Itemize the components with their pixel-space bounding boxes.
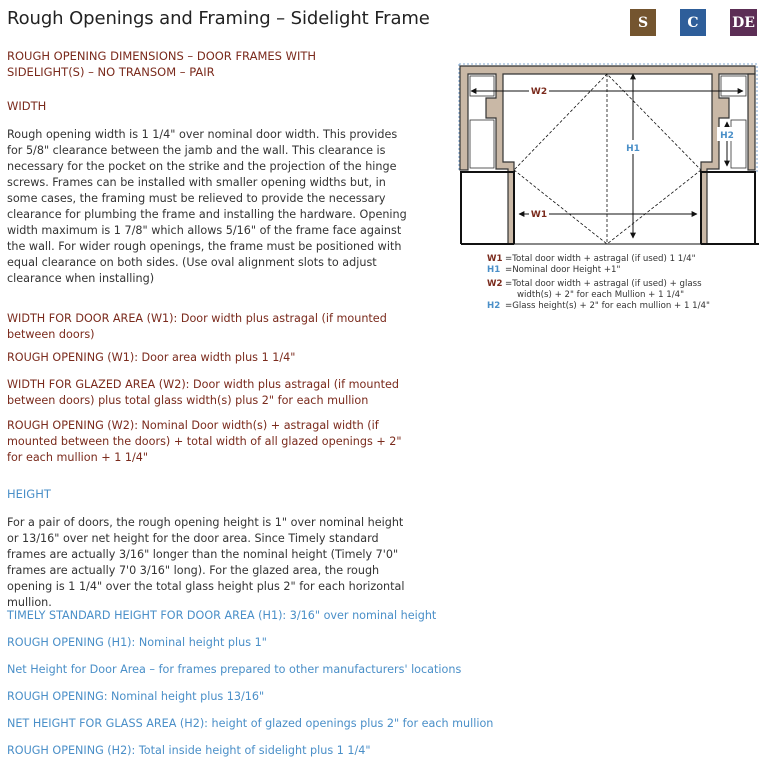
legend-row-h2	[487, 301, 710, 312]
width-item-rough-w2: ROUGH OPENING (W2): Nominal Door width(s) + astragal width (if mounted between the doors) + total width of all glazed openings + 2" for each mullion + 1 1/4"	[7, 419, 402, 464]
height-heading: HEIGHT	[7, 487, 51, 501]
w1-label: W1	[530, 210, 548, 220]
legend-text: Glass height(s) + 2" for each mullion + 1 1/4"	[512, 301, 710, 311]
height-item-h2: NET HEIGHT FOR GLASS AREA (H2): height of glazed openings plus 2" for each mullion	[7, 717, 494, 730]
h1-label: H1	[626, 144, 640, 154]
legend-text: Total door width + astragal (if used) + glass	[512, 279, 702, 289]
width-item-w1: WIDTH FOR DOOR AREA (W1): Door width plus astragal (if mounted between doors)	[7, 312, 387, 341]
legend-equals: =	[505, 254, 513, 264]
legend-text: Total door width + astragal (if used) 1 1/4"	[512, 254, 696, 264]
width-item-rough-w1: ROUGH OPENING (W1): Door area width plus 1 1/4"	[7, 351, 296, 364]
legend-row-w2-cont	[487, 290, 710, 301]
c-badge-button[interactable]: C	[680, 9, 706, 36]
height-paragraph: For a pair of doors, the rough opening height is 1" over nominal height or 13/16" over net height for the door area. Since Timely standard frames are actually 3/16" longer than the nominal height (Timely 7'0" frames are actually 7'0 3/16" long). For the glazed area, the rough opening is 1 1/4" over the total glass height plus 2" for each horizontal mullion.	[7, 516, 405, 609]
legend-row-w1	[487, 254, 710, 265]
legend-text-continued: width(s) + 2" for each Mullion + 1 1/4"	[517, 290, 685, 300]
height-item-rough-h1: ROUGH OPENING (H1): Nominal height plus 1"	[7, 636, 267, 649]
legend-equals: =	[505, 265, 513, 275]
sidelight-frame-diagram	[457, 62, 759, 248]
h2-label: H2	[720, 131, 734, 141]
legend-equals: =	[505, 279, 513, 289]
legend-row-h1	[487, 265, 710, 276]
legend-key: W2	[487, 279, 503, 289]
w2-label: W2	[530, 87, 548, 97]
de-badge-button[interactable]: DE	[730, 9, 757, 36]
badge-group	[630, 9, 757, 36]
height-item-rough-net: ROUGH OPENING: Nominal height plus 13/16"	[7, 690, 265, 703]
height-item-net: Net Height for Door Area – for frames prepared to other manufacturers' locations	[7, 663, 462, 676]
legend-equals: =	[505, 301, 513, 311]
legend-key: H1	[487, 265, 501, 275]
page-title: Rough Openings and Framing – Sidelight Frame	[7, 8, 430, 29]
legend-key: W1	[487, 254, 503, 264]
width-heading: WIDTH	[7, 99, 47, 113]
legend-text: Nominal door Height +1"	[512, 265, 621, 275]
legend-key: H2	[487, 301, 501, 311]
legend-row-w2	[487, 279, 710, 290]
width-item-w2: WIDTH FOR GLAZED AREA (W2): Door width plus astragal (if mounted between doors) plus total glass width(s) plus 2" for each mullion	[7, 378, 399, 407]
s-badge-button[interactable]: S	[630, 9, 656, 36]
width-paragraph: Rough opening width is 1 1/4" over nominal door width. This provides for 5/8" clearance between the jamb and the wall. This clearance is necessary for the pocket on the strike and the projection of the hinge screws. Frames can be installed with smaller opening widths but, in some cases, the framing must be relieved to provide the necessary clearance for plumbing the frame and installing the hardware. Opening width maximum is 1 7/8" which allows 5/16" of the frame face against the wall. For wider rough openings, the frame must be positioned with equal clearance on both sides. (Use oval alignment slots to adjust clearance when installing)	[7, 128, 407, 285]
section-subtitle: ROUGH OPENING DIMENSIONS – DOOR FRAMES WITH SIDELIGHT(S) – NO TRANSOM – PAIR	[7, 49, 317, 79]
wall-lines	[461, 172, 759, 244]
height-item-rough-h2: ROUGH OPENING (H2): Total inside height of sidelight plus 1 1/4"	[7, 744, 371, 757]
diagram-legend	[487, 254, 710, 312]
height-item-h1: TIMELY STANDARD HEIGHT FOR DOOR AREA (H1): 3/16" over nominal height	[7, 609, 437, 622]
